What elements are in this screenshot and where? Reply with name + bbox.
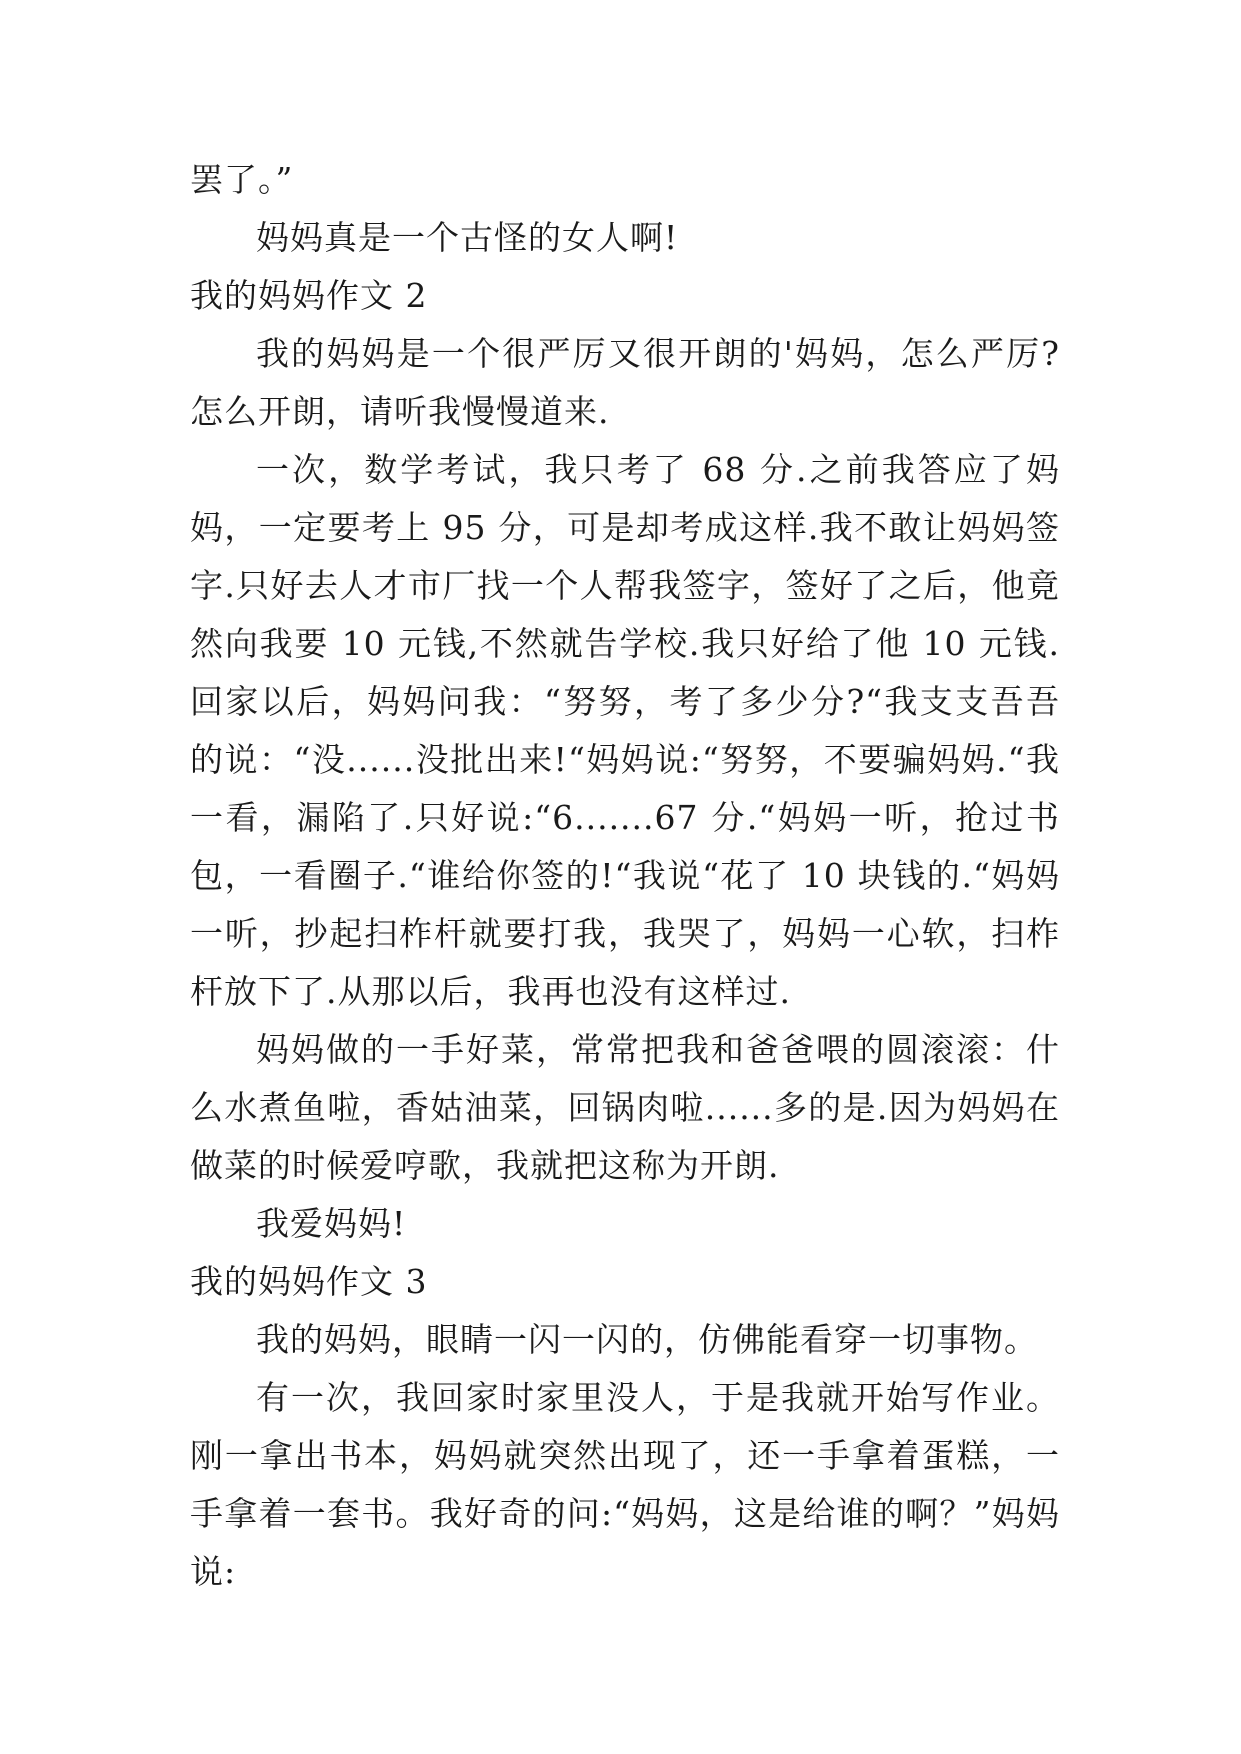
paragraph: 有一次，我回家时家里没人，于是我就开始写作业。刚一拿出书本，妈妈就突然出现了，还一手拿着蛋糕，一手拿着一套书。我好奇的问:“妈妈，这是给谁的啊？”妈妈说: bbox=[190, 1378, 1060, 1591]
section-heading: 我的妈妈作文 3 bbox=[190, 1262, 428, 1301]
paragraph: 一次，数学考试，我只考了 68 分.之前我答应了妈妈，一定要考上 95 分，可是却考成这样.我不敢让妈妈签字.只好去人才市厂找一个人帮我签字，签好了之后，他竟然向我要 10 元钱,不然就告学校.我只好给了他 10 元钱.回家以后，妈妈问我：“努努，考了多少分?“我支支吾吾的说：“没......没批出来!“妈妈说:“努努，不要骗妈妈.“我一看，漏陷了.只好说:“6.......67 分.“妈妈一听，抢过书包，一看圈子.“谁给你签的!“我说“花了 10 块钱的.“妈妈一听，抄起扫柞杆就要打我，我哭了，妈妈一心软，扫柞杆放下了.从那以后，我再也没有这样过. bbox=[190, 450, 1060, 1011]
document-body bbox=[190, 151, 1060, 1601]
section-heading: 我的妈妈作文 2 bbox=[190, 276, 428, 315]
paragraph-continuation: 罢了。” bbox=[190, 160, 294, 199]
paragraph: 我的妈妈是一个很严厉又很开朗的'妈妈，怎么严厉?怎么开朗，请听我慢慢道来. bbox=[190, 334, 1060, 431]
paragraph: 妈妈真是一个古怪的女人啊! bbox=[256, 218, 679, 257]
paragraph: 妈妈做的一手好菜，常常把我和爸爸喂的圆滚滚：什么水煮鱼啦，香姑油菜，回锅肉啦......多的是.因为妈妈在做菜的时候爱哼歌，我就把这称为开朗. bbox=[190, 1030, 1060, 1185]
paragraph: 我的妈妈，眼睛一闪一闪的，仿佛能看穿一切事物。 bbox=[256, 1320, 1038, 1359]
paragraph: 我爱妈妈! bbox=[256, 1204, 407, 1243]
